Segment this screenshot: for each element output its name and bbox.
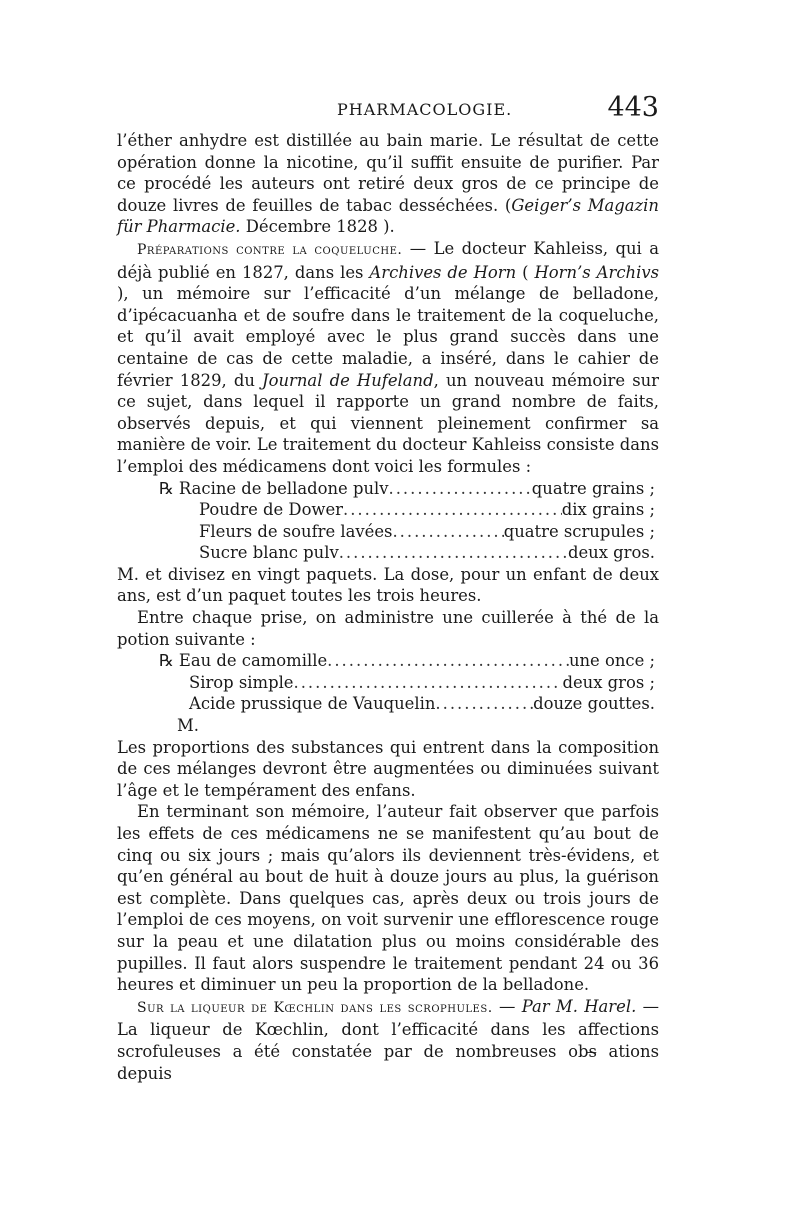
paragraph-text: — La liqueur de Kœchlin, dont l’efficacité dans les affections scrofuleuses a été constatée par de nombreuses obs̶ ations depuis [117, 996, 660, 1083]
ingredient-quantity: quatre grains ; [531, 478, 655, 498]
ingredient-quantity: deux gros ; [562, 672, 655, 692]
recipe-line [117, 521, 659, 543]
section-title: Sur la liqueur de Kœchlin dans les scrophules. [137, 999, 493, 1016]
paragraph-text: l’éther anhydre est distillée au bain marie. Le résultat de cette opération donne la nicotine, qu’il suffit ensuite de purifier. Par ce procédé les auteurs ont retiré deux gros de ce principe de douze livres de feuilles de tabac desséchées. ( [117, 131, 659, 215]
citation: Geiger’s Magazin für Pharmacie. [117, 195, 659, 237]
recipe-line [117, 542, 659, 564]
paragraph-text: — [492, 996, 522, 1016]
recipe-potion [117, 650, 659, 736]
paragraph-text: ( [516, 262, 535, 282]
paragraph-koechlin [117, 996, 659, 1084]
paragraph-text: — Le docteur Kahleiss, qui a déjà publié en 1827, dans les [117, 238, 659, 282]
recipe-line [117, 499, 659, 521]
running-head: PHARMACOLOGIE. [337, 100, 513, 119]
author-credit: Par M. Harel. [521, 996, 637, 1016]
recipe-powder [117, 478, 659, 564]
recipe-line [117, 478, 659, 500]
ingredient-name: Fleurs de soufre lavées [199, 521, 393, 541]
ingredient-quantity: douze gouttes. [533, 694, 655, 714]
citation: Horn’s Archivs [534, 262, 659, 282]
section-title: Préparations contre la coqueluche. [137, 241, 403, 258]
page-header [117, 92, 659, 126]
ingredient-name: ℞ Racine de belladone pulv [159, 478, 389, 498]
recipe-line [117, 672, 659, 694]
paragraph-proportions: Les proportions des substances qui entrent dans la composition de ces mélanges devront être augmentées ou diminuées suivant l’âge et le tempérament des enfans. [117, 737, 659, 800]
ingredient-quantity: une once ; [568, 651, 655, 671]
citation: Archives de Horn [369, 262, 517, 282]
paragraph-nicotine [117, 130, 659, 238]
ingredient-name: Acide prussique de Vauquelin [189, 694, 436, 714]
recipe-mark: M. [177, 716, 199, 736]
paragraph-conclusion: En terminant son mémoire, l’auteur fait observer que parfois les effets de ces médicamens ne se manifestent qu’au bout de cinq ou six jours ; mais qu’alors ils deviennent très-évidens, et qu’en général au bout de huit à douze jours au plus, la guérison est complète. Dans quelques cas, après deux ou trois jours de l’emploi de ces moyens, on voit survenir une efflorescence rouge sur la peau et une dilatation plus ou moins considérable des pupilles. Il faut alors suspendre le traitement pendant 24 ou 36 heures et diminuer un peu la proportion de la belladone. [117, 802, 659, 995]
paragraph-dose: M. et divisez en vingt paquets. La dose, pour un enfant de deux ans, est d’un paquet toutes les trois heures. [117, 564, 659, 606]
ingredient-name: Poudre de Dower [199, 500, 344, 520]
citation: Journal de Hufeland [262, 370, 434, 390]
paragraph-text: ), un mémoire sur l’efficacité d’un mélange de belladone, d’ipécacuanha et de soufre dans le traitement de la coqueluche, et qu’il avait employé avec le plus grand succès dans une centaine de cas de cette maladie, a inséré, dans le cahier de février 1829, du [117, 284, 659, 390]
ingredient-quantity: dix grains ; [561, 500, 655, 520]
paragraph-text: , un nouveau mémoire sur ce sujet, dans lequel il rapporte un grand nombre de faits, observés depuis, et qui viennent pleinement confirmer sa manière de voir. Le traitement du docteur Kahleiss consiste dans l’emploi des médicamens dont voici les formules : [117, 370, 659, 476]
page-number: 443 [607, 92, 659, 123]
ingredient-quantity: quatre scrupules ; [503, 521, 655, 541]
ingredient-quantity: deux gros. [567, 543, 655, 563]
ingredient-name: Sirop simple [189, 672, 294, 692]
recipe-line [117, 650, 659, 672]
ingredient-name: ℞ Eau de camomille [159, 651, 328, 671]
paragraph-coqueluche [117, 238, 659, 478]
ingredient-name: Sucre blanc pulv [199, 543, 339, 563]
paragraph-text: Décembre 1828 ). [240, 217, 395, 237]
page-body [117, 130, 659, 1084]
paragraph-potion-intro: Entre chaque prise, on administre une cuillerée à thé de la potion suivante : [117, 608, 659, 649]
recipe-line [117, 693, 659, 715]
